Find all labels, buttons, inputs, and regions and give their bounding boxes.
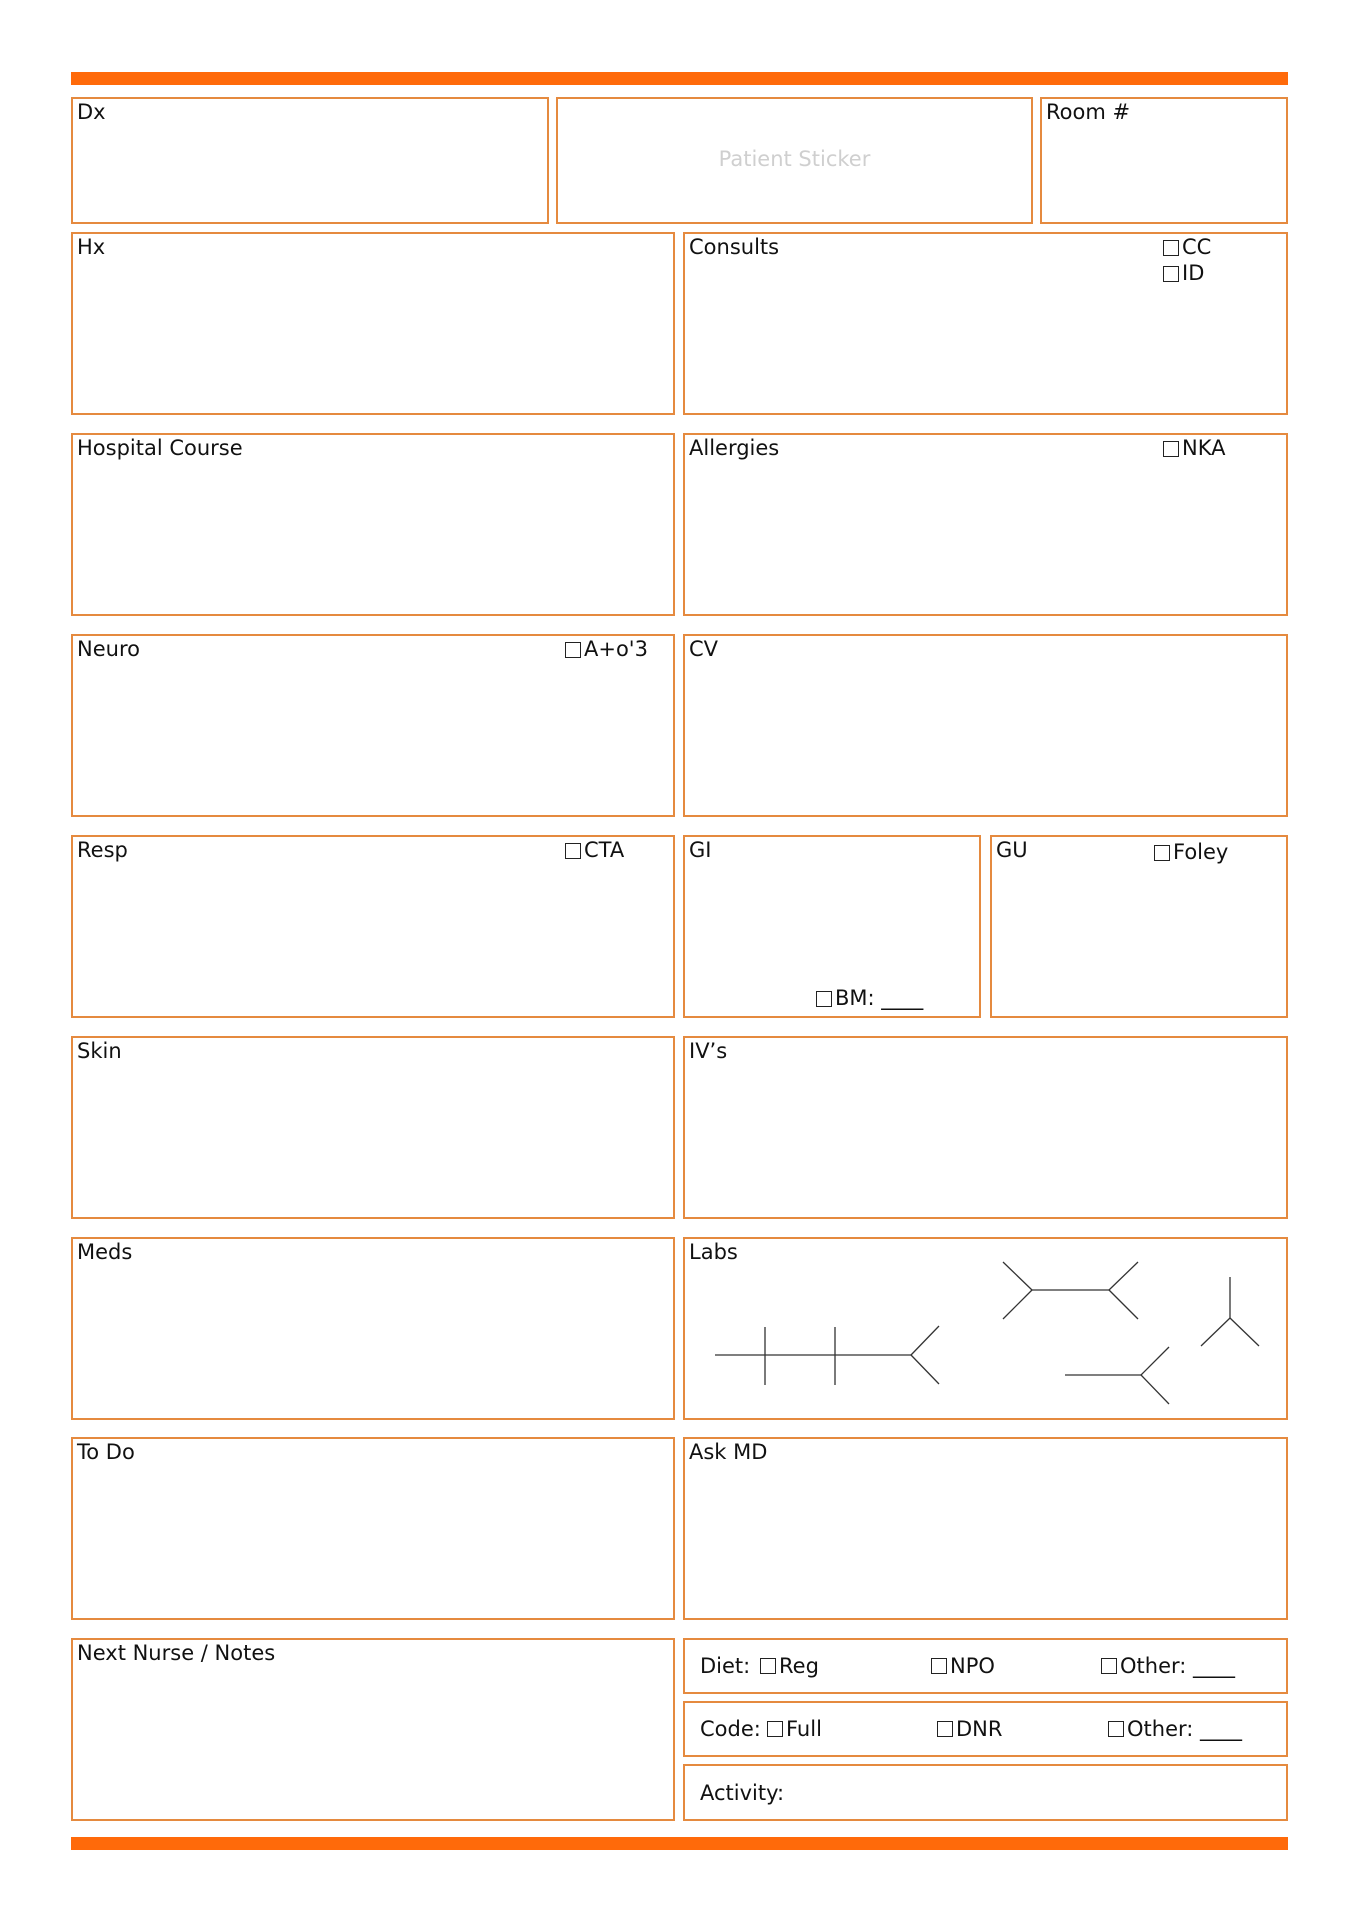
allergies-box[interactable]: [683, 433, 1288, 616]
lab-fishbone-diagrams: [685, 1239, 1286, 1418]
gi-label: GI: [689, 838, 712, 862]
diet-reg-checkbox[interactable]: [760, 1640, 819, 1692]
code-full-checkbox[interactable]: [767, 1703, 822, 1755]
ask-md-box[interactable]: [683, 1437, 1288, 1620]
consults-label: Consults: [689, 235, 780, 259]
labs-box[interactable]: [683, 1237, 1288, 1420]
code-full-label: Full: [786, 1717, 822, 1741]
gu-label: GU: [996, 838, 1028, 862]
resp-box[interactable]: [71, 835, 675, 1018]
cv-box[interactable]: [683, 634, 1288, 817]
resp-cta-checkbox[interactable]: [565, 837, 624, 863]
allergies-label: Allergies: [689, 436, 780, 460]
checkbox-icon: [565, 843, 581, 859]
diet-other-checkbox[interactable]: [1101, 1640, 1235, 1692]
room-box[interactable]: [1040, 97, 1288, 224]
ivs-label: IV’s: [689, 1039, 728, 1063]
allergies-nka-label: NKA: [1182, 436, 1226, 460]
code-box: [683, 1701, 1288, 1757]
coag-fishbone-icon: [1065, 1347, 1169, 1404]
dx-box[interactable]: [71, 97, 549, 224]
activity-box[interactable]: [683, 1764, 1288, 1821]
patient-sticker-placeholder: Patient Sticker: [718, 147, 871, 171]
checkbox-icon: [1101, 1658, 1117, 1674]
checkbox-icon: [931, 1658, 947, 1674]
skin-box[interactable]: [71, 1036, 675, 1219]
todo-label: To Do: [77, 1440, 135, 1464]
gi-box[interactable]: [683, 835, 981, 1018]
hx-box[interactable]: [71, 232, 675, 415]
checkbox-icon: [1163, 441, 1179, 457]
allergies-nka-checkbox[interactable]: [1163, 435, 1225, 461]
resp-label: Resp: [77, 838, 128, 862]
gi-bm-label: BM: ____: [835, 986, 924, 1010]
neuro-orientation-checkbox[interactable]: [565, 636, 648, 662]
checkbox-icon: [565, 642, 581, 658]
checkbox-icon: [816, 991, 832, 1007]
code-dnr-label: DNR: [956, 1717, 1003, 1741]
activity-label: Activity:: [700, 1780, 785, 1805]
hospital-course-label: Hospital Course: [77, 436, 243, 460]
meds-label: Meds: [77, 1240, 133, 1264]
abg-y-icon: [1201, 1277, 1259, 1346]
checkbox-icon: [760, 1658, 776, 1674]
neuro-orientation-label: A+o'3: [584, 637, 648, 661]
diet-other-label: Other: ____: [1120, 1654, 1236, 1678]
labs-label: Labs: [689, 1240, 738, 1264]
diet-reg-label: Reg: [779, 1654, 819, 1678]
diet-npo-checkbox[interactable]: [931, 1640, 995, 1692]
code-dnr-checkbox[interactable]: [937, 1703, 1002, 1755]
neuro-box[interactable]: [71, 634, 675, 817]
next-nurse-notes-label: Next Nurse / Notes: [77, 1641, 276, 1665]
bmp-fishbone-icon: [715, 1326, 939, 1385]
ask-md-label: Ask MD: [689, 1440, 768, 1464]
diet-box: [683, 1638, 1288, 1694]
consults-box[interactable]: [683, 232, 1288, 415]
checkbox-icon: [767, 1721, 783, 1737]
consults-id-label: ID: [1182, 261, 1205, 285]
gu-foley-label: Foley: [1173, 840, 1229, 864]
cbc-fishbone-icon: [1003, 1262, 1138, 1319]
diet-label: Diet:: [700, 1654, 751, 1678]
skin-label: Skin: [77, 1039, 122, 1063]
dx-label: Dx: [77, 100, 106, 124]
patient-sticker-box: [556, 97, 1033, 224]
neuro-label: Neuro: [77, 637, 140, 661]
gu-box[interactable]: [990, 835, 1288, 1018]
consults-cc-label: CC: [1182, 235, 1212, 259]
ivs-box[interactable]: [683, 1036, 1288, 1219]
consults-cc-checkbox[interactable]: [1163, 234, 1211, 260]
checkbox-icon: [1154, 845, 1170, 861]
resp-cta-label: CTA: [584, 838, 625, 862]
gu-foley-checkbox[interactable]: [1154, 839, 1228, 865]
code-other-checkbox[interactable]: [1108, 1703, 1242, 1755]
checkbox-icon: [1108, 1721, 1124, 1737]
meds-box[interactable]: [71, 1237, 675, 1420]
top-accent-bar: [71, 72, 1288, 85]
next-nurse-notes-box[interactable]: [71, 1638, 675, 1821]
hospital-course-box[interactable]: [71, 433, 675, 616]
todo-box[interactable]: [71, 1437, 675, 1620]
diet-npo-label: NPO: [950, 1654, 995, 1678]
cv-label: CV: [689, 637, 719, 661]
checkbox-icon: [1163, 266, 1179, 282]
gi-bm-checkbox[interactable]: [816, 985, 923, 1011]
room-label: Room #: [1046, 100, 1131, 124]
code-label: Code:: [700, 1717, 761, 1741]
checkbox-icon: [1163, 240, 1179, 256]
hx-label: Hx: [77, 235, 106, 259]
checkbox-icon: [937, 1721, 953, 1737]
code-other-label: Other: ____: [1127, 1717, 1243, 1741]
bottom-accent-bar: [71, 1837, 1288, 1850]
consults-id-checkbox[interactable]: [1163, 260, 1204, 286]
